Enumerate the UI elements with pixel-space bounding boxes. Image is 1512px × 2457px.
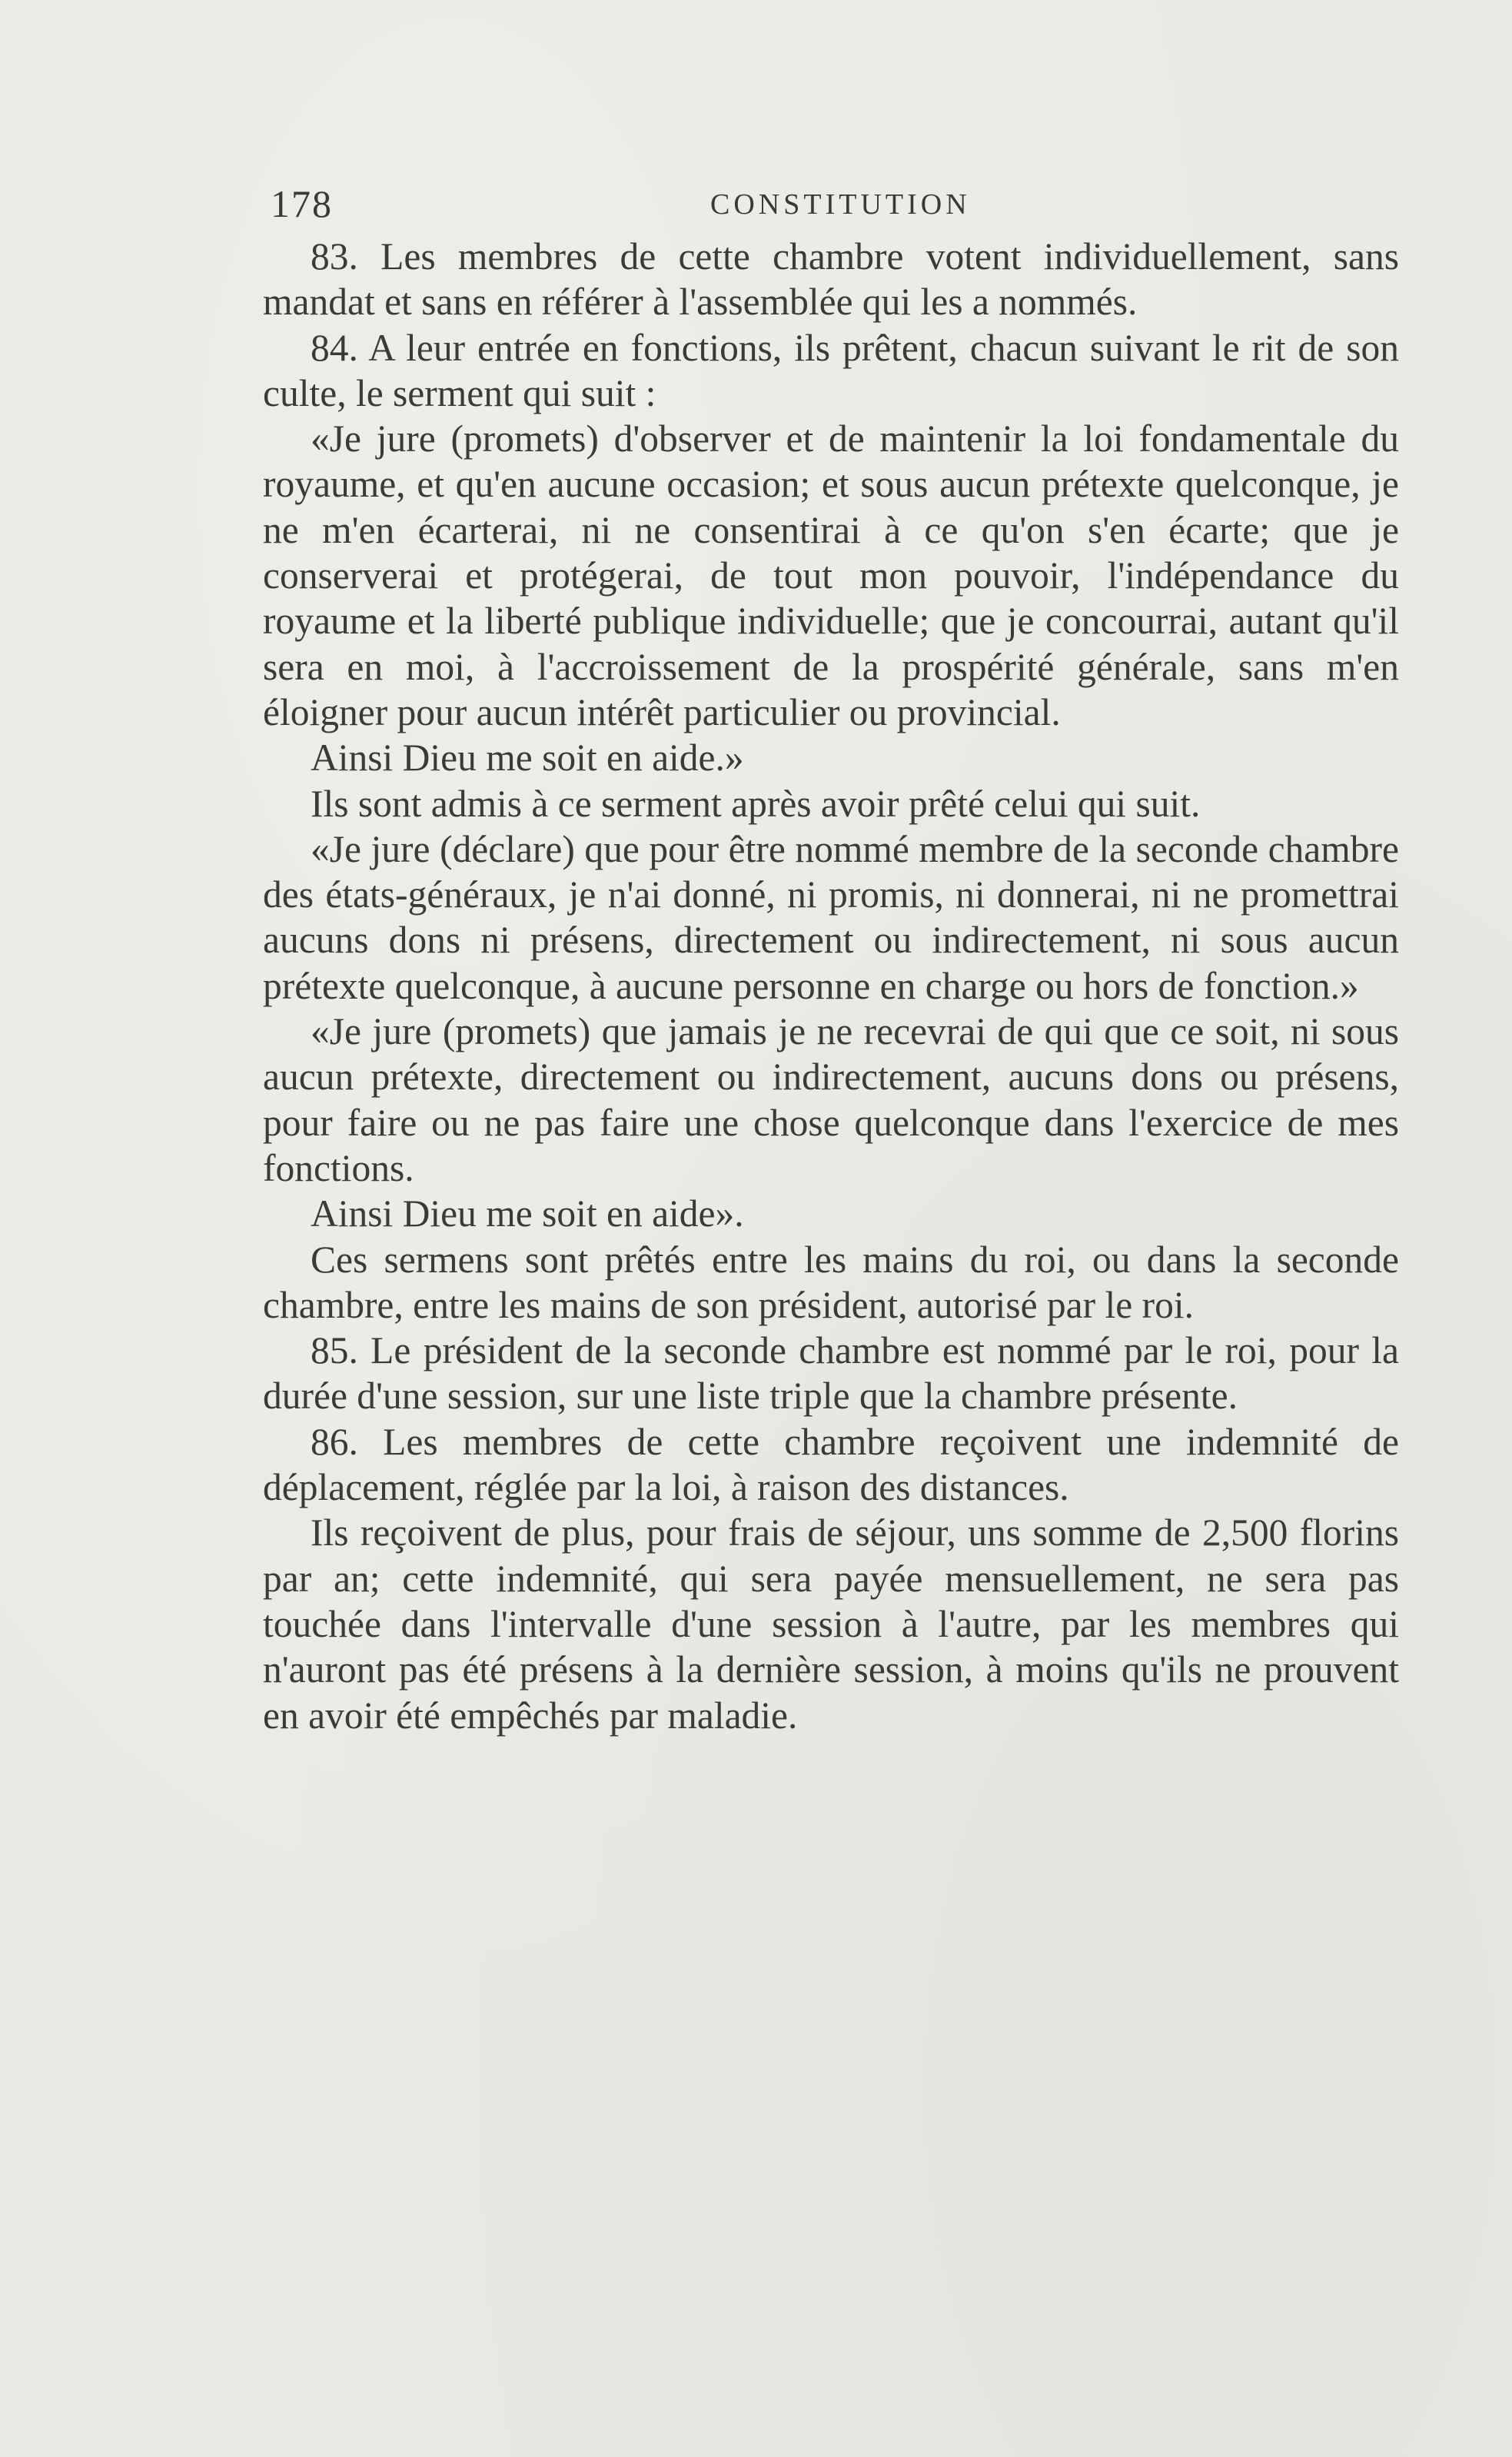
running-title: CONSTITUTION — [710, 188, 971, 221]
paragraph-article-83: 83. Les membres de cette chambre votent individuellement, sans mandat et sans en référer à l'assemblée qui les a nommés. — [263, 235, 1399, 324]
page-number: 178 — [271, 182, 333, 225]
body-text — [263, 234, 1399, 1738]
paragraph-oath-administration: Ces sermens sont prêtés entre les mains du roi, ou dans la seconde chambre, entre les mains de son président, autorisé par le roi. — [263, 1238, 1399, 1326]
paragraph-article-84: 84. A leur entrée en fonctions, ils prêtent, chacun suivant le rit de son culte, le serment qui suit : — [263, 326, 1399, 414]
paragraph-allowance: Ils reçoivent de plus, pour frais de séjour, uns somme de 2,500 florins par an; cette indemnité, qui sera payée mensuellement, ne sera pas touchée dans l'intervalle d'une session à l'autre, par les membres qui n'auront pas été présens à la dernière session, à moins qu'ils ne prouvent en avoir été empêchés par maladie. — [263, 1511, 1399, 1737]
page-header — [271, 181, 1039, 228]
paragraph-oath-closing-2: Ainsi Dieu me soit en aide». — [311, 1192, 744, 1235]
paragraph-article-86: 86. Les membres de cette chambre reçoivent une indemnité de déplacement, réglée par la loi, à raison des distances. — [263, 1420, 1399, 1509]
paragraph-admission: Ils sont admis à ce serment après avoir prêté celui qui suit. — [311, 782, 1201, 825]
paragraph-oath-gifts: «Je jure (promets) que jamais je ne recevrai de qui que ce soit, ni sous aucun prétexte, directement ou indirectement, aucuns dons ou présens, pour faire ou ne pas faire une chose quelconque dans l'exercice de mes fonctions. — [263, 1010, 1399, 1189]
paragraph-oath-closing: Ainsi Dieu me soit en aide.» — [311, 736, 744, 780]
paragraph-oath-declaration: «Je jure (déclare) que pour être nommé membre de la seconde chambre des états-généraux, je n'ai donné, ni promis, ni donnerai, ni ne promettrai aucuns dons ni présens, directement ou indirectement, ni sous aucun prétexte quelconque, à aucune personne en charge ou hors de fonction.» — [263, 827, 1399, 1007]
paragraph-oath-constitution: «Je jure (promets) d'observer et de maintenir la loi fondamentale du royaume, et qu'en aucune occasion; et sous aucun prétexte quelconque, je ne m'en écarterai, ni ne consentirai à ce qu'on s'en écarte; que je conserverai et protégerai, de tout mon pouvoir, l'indépendance du royaume et la liberté publique individuelle; que je concourrai, autant qu'il sera en moi, à l'accroissement de la prospérité générale, sans m'en éloigner pour aucun intérêt particulier ou provincial. — [263, 417, 1399, 733]
paragraph-article-85: 85. Le président de la seconde chambre est nommé par le roi, pour la durée d'une session, sur une liste triple que la chambre présente. — [263, 1329, 1399, 1418]
